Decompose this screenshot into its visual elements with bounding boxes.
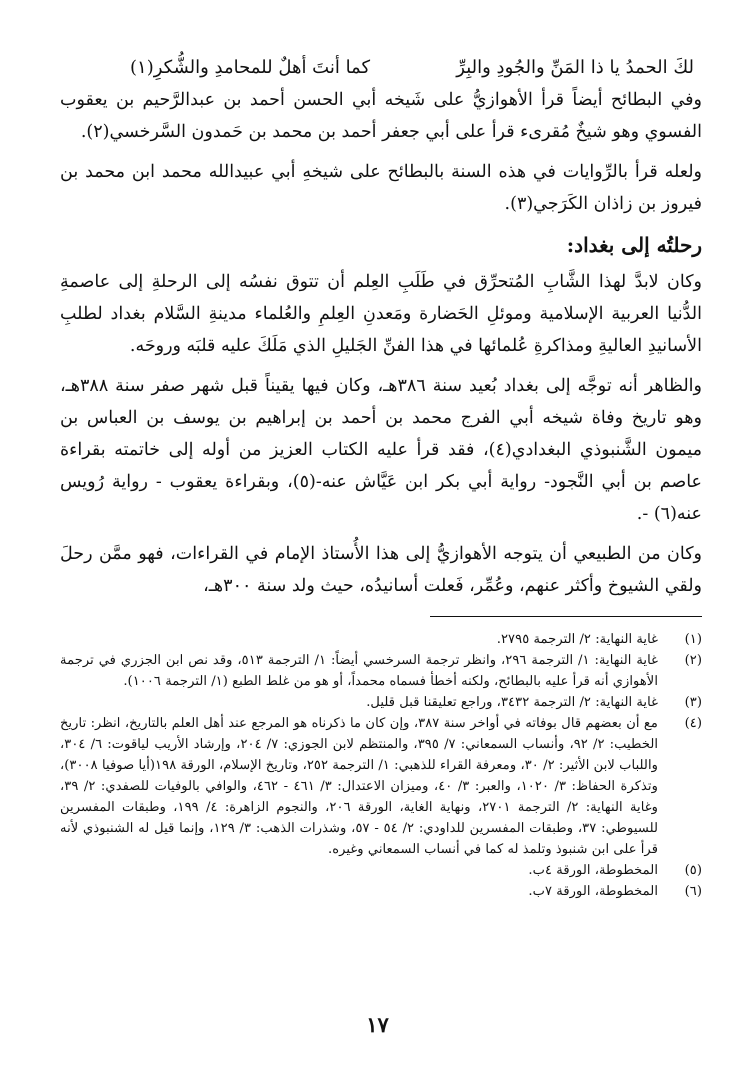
footnote-text: المخطوطة، الورقة ٤ب.	[528, 863, 658, 878]
footnote	[60, 713, 702, 860]
footnote-text: مع أن بعضهم قال بوفاته في أواخر سنة ٣٨٧، وإن كان ما ذكرناه هو المرجع عند أهل العلم بالتاريخ، انظر: تاريخ الخطيب: ٢/ ٩٢، وأنساب السمعاني: ٧/ ٣٩٥، والمنتظم لابن الجوزي: ٧/ ٢٠٤، وإرشاد الأريب لياقوت: ٦/ ٣٠٤، واللباب لابن الأثير: ٢/ ٣٠، ومعرفة القراء للذهبي: ١/ الترجمة ٢٥٢، وتاريخ الإسلام، الورقة ١٩٨(أيا صوفيا ٣٠٠٨)، وتذكرة الحفاظ: ٣/ ١٠٢٠، والعبر: ٣/ ٤٠، وميزان الاعتدال: ٣/ ٤٦١ - ٤٦٢، والوافي بالوفيات للصفدي: ٢/ ٣٩، وغاية النهاية: ٢/ الترجمة ٢٧٠١، ونهاية الغاية، الورقة ٢٠٦، والنجوم الزاهرة: ٤/ ١٩٩، وطبقات المفسرين للسيوطي: ٣٧، وطبقات المفسرين للداودي: ٢/ ٥٤ - ٥٧، وشذرات الذهب: ٣/ ١٢٩، وإنما قيل له الشنبوذي لأنه قرأ على ابن شنبوذ وتلمذ له كما في أنساب السمعاني وغيره.	[60, 716, 659, 857]
footnote-divider	[430, 616, 702, 617]
footnote-text: غاية النهاية: ٢/ الترجمة ٢٧٩٥.	[496, 632, 658, 647]
footnote	[60, 860, 702, 881]
footnote-text: غاية النهاية: ٢/ الترجمة ٣٤٣٢، وراجع تعليقنا قبل قليل.	[366, 695, 658, 710]
footnote	[60, 650, 702, 692]
verse-first-hemistich: لكَ الحمدُ يا ذا المَنِّ والجُودِ والبِرِّ	[456, 57, 694, 78]
footnotes	[60, 629, 702, 902]
page-content	[60, 52, 702, 902]
paragraph: وفي البطائح أيضاً قرأ الأهوازيُّ على شَيخه أبي الحسن أحمد بن عبدالرَّحيم بن يعقوب الفسوي وهو شيخٌ مُقرىء قرأ على أبي جعفر أحمد بن محمد بن حَمدون السَّرخسي(٢).	[60, 90, 702, 142]
paragraph: والظاهر أنه توجَّه إلى بغداد بُعيد سنة ٣٨٦هـ، وكان فيها يقيناً قبل شهر صفر سنة ٣٨٨هـ، وهو تاريخ وفاة شيخه أبي الفرج محمد بن أحمد بن إبراهيم بن يوسف بن العباس بن ميمون الشَّنبوذي البغدادي(٤)، فقد قرأ عليه الكتاب العزيز من أوله إلى خاتمته بقراءة عاصم بن أبي النَّجود- رواية أبي بكر ابن عَيَّاش عنه-(٥)، وبقراءة يعقوب - رواية رُويس عنه(٦) -.	[60, 376, 702, 524]
footnote-number: (٤)	[684, 716, 702, 731]
paragraph: وكان من الطبيعي أن يتوجه الأهوازيُّ إلى هذا الأُستاذ الإمام في القراءات، فهو ممَّن رحلَ ولقي الشيوخ وأكثر عنهم، وعُمِّر، فَعلت أسانيدُه، حيث ولد سنة ٣٠٠هـ،	[60, 544, 702, 596]
paragraph: وكان لابدَّ لهذا الشَّابِ المُتحرِّق في طَلَبِ العِلم أن تتوق نفسُه إلى الرحلةِ إلى عاصمةِ الدُّنيا العربية الإسلامية وموئلِ الحَضارة ومَعدنِ العِلمِ والعُلماء مدينةِ السَّلام بغداد لطلبِ الأسانيدِ العاليةِ ومذاكرةِ عُلمائها في هذا الفنِّ الجَليلِ الذي مَلَكَ عليه قلبَه وروحَه.	[60, 272, 702, 356]
footnote-text: المخطوطة، الورقة ٧ب.	[528, 884, 658, 899]
footnote-number: (٥)	[684, 863, 702, 878]
paragraph: ولعله قرأ بالرِّوايات في هذه السنة بالبطائح على شيخهِ أبي عبيدالله محمد ابن محمد بن فيروز بن زاذان الكَرَجي(٣).	[60, 162, 702, 214]
footnote-number: (٣)	[684, 695, 702, 710]
main-text	[60, 84, 702, 602]
verse-second-hemistich: كما أنتَ أهلٌ للمحامدِ والشُّكرِ(١)	[130, 57, 371, 78]
footnote-text: غاية النهاية: ١/ الترجمة ٢٩٦، وانظر ترجمة السرخسي أيضاً: ١/ الترجمة ٥١٣، وقد نص ابن الجزري في ترجمة الأهوازي أنه قرأ عليه بالبطائح، ولكنه أخطأ فسماه محمداً، أو هو من غلط الطبع (١/ الترجمة ١٠٠٦).	[60, 653, 658, 689]
page-number: ١٧	[366, 1012, 389, 1037]
footnote	[60, 692, 702, 713]
footnote	[60, 881, 702, 902]
poetry-verse	[60, 52, 702, 84]
footnote-number: (٦)	[684, 884, 702, 899]
section-heading: رحلتُه إلى بغداد:	[566, 233, 702, 257]
footnote-number: (٢)	[684, 653, 702, 668]
footnote	[60, 629, 702, 650]
footnote-number: (١)	[684, 632, 702, 647]
